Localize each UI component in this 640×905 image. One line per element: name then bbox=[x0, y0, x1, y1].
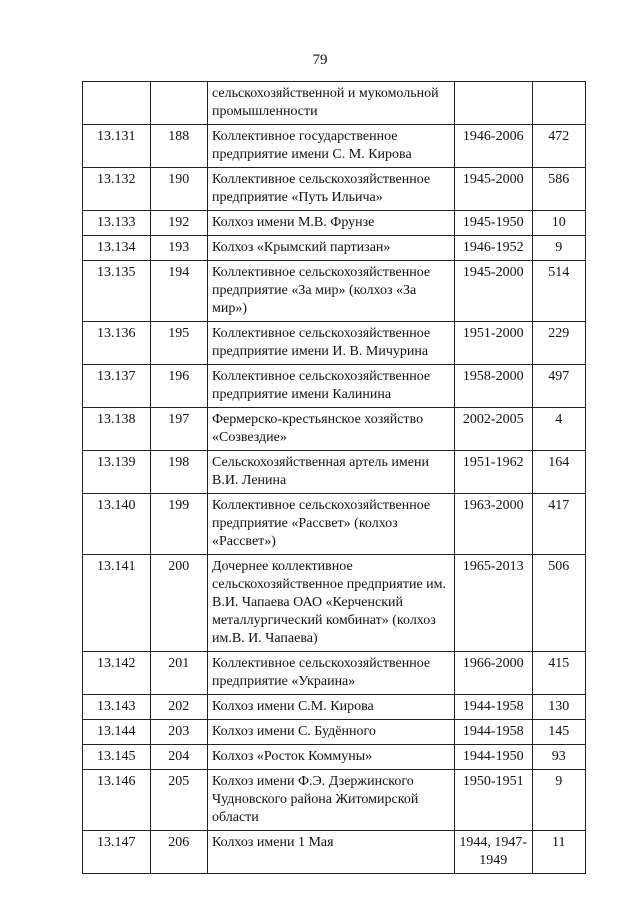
cell-item-count bbox=[532, 125, 585, 168]
table-row bbox=[83, 745, 586, 770]
cell-code-text: 13.141 bbox=[97, 559, 136, 574]
table-row bbox=[83, 652, 586, 695]
cell-code bbox=[83, 125, 151, 168]
cell-code-text: 13.135 bbox=[97, 265, 136, 280]
table-row bbox=[83, 831, 586, 874]
cell-years-text: 2002-2005 bbox=[462, 412, 524, 427]
cell-years-text: 1951-2000 bbox=[462, 326, 524, 341]
cell-fund-name bbox=[207, 494, 454, 555]
cell-item-count-text: 130 bbox=[548, 699, 570, 714]
cell-fund-name-text: Фермерско-крестьянское хозяйство «Созвездие» bbox=[211, 412, 424, 445]
cell-code bbox=[83, 408, 151, 451]
cell-fund-name bbox=[207, 261, 454, 322]
cell-fund-name-text: Коллективное сельскохозяйственное предприятие «Украина» bbox=[211, 656, 431, 689]
cell-fund-number-text: 197 bbox=[168, 412, 190, 427]
cell-fund-name-text: Коллективное государственное предприятие имени С. М. Кирова bbox=[211, 129, 412, 162]
table-row bbox=[83, 720, 586, 745]
cell-item-count-text: 145 bbox=[548, 724, 570, 739]
cell-years-text: 1966-2000 bbox=[462, 656, 524, 671]
cell-fund-name bbox=[207, 82, 454, 125]
cell-years-text: 1951-1962 bbox=[462, 455, 524, 470]
cell-fund-number bbox=[150, 451, 207, 494]
cell-fund-name bbox=[207, 652, 454, 695]
cell-years bbox=[454, 211, 532, 236]
cell-fund-name bbox=[207, 322, 454, 365]
cell-item-count-text: 506 bbox=[548, 559, 570, 574]
cell-fund-number bbox=[150, 408, 207, 451]
cell-fund-number bbox=[150, 720, 207, 745]
cell-years bbox=[454, 555, 532, 652]
cell-fund-name bbox=[207, 745, 454, 770]
cell-fund-number-text: 194 bbox=[168, 265, 190, 280]
cell-years bbox=[454, 770, 532, 831]
cell-code-text: 13.134 bbox=[97, 240, 136, 255]
cell-fund-number bbox=[150, 770, 207, 831]
cell-code-text: 13.133 bbox=[97, 215, 136, 230]
table-body bbox=[83, 82, 586, 874]
cell-code-text: 13.142 bbox=[97, 656, 136, 671]
cell-years-text: 1944-1958 bbox=[462, 699, 524, 714]
cell-fund-number bbox=[150, 652, 207, 695]
cell-years-text: 1945-1950 bbox=[462, 215, 524, 230]
cell-fund-number-text: 195 bbox=[168, 326, 190, 341]
cell-fund-number-text: 196 bbox=[168, 369, 190, 384]
cell-fund-name-text: Коллективное сельскохозяйственное предприятие имени Калинина bbox=[211, 369, 431, 402]
cell-code-text: 13.139 bbox=[97, 455, 136, 470]
cell-years bbox=[454, 365, 532, 408]
table-row bbox=[83, 408, 586, 451]
cell-code bbox=[83, 365, 151, 408]
cell-item-count bbox=[532, 695, 585, 720]
cell-fund-number bbox=[150, 831, 207, 874]
cell-fund-name-text: Коллективное сельскохозяйственное предприятие «Путь Ильича» bbox=[211, 172, 431, 205]
cell-item-count bbox=[532, 236, 585, 261]
cell-item-count-text: 10 bbox=[551, 215, 566, 230]
cell-years bbox=[454, 494, 532, 555]
cell-fund-name-text: сельскохозяйственной и мукомольной промышленности bbox=[211, 86, 439, 119]
cell-fund-number bbox=[150, 168, 207, 211]
table-row bbox=[83, 494, 586, 555]
cell-years bbox=[454, 168, 532, 211]
cell-years bbox=[454, 695, 532, 720]
cell-fund-number bbox=[150, 322, 207, 365]
cell-fund-number bbox=[150, 236, 207, 261]
cell-fund-number-text: 193 bbox=[168, 240, 190, 255]
cell-years bbox=[454, 125, 532, 168]
cell-years-text: 1945-2000 bbox=[462, 172, 524, 187]
cell-fund-name-text: Коллективное сельскохозяйственное предприятие имени И. В. Мичурина bbox=[211, 326, 431, 359]
cell-fund-number bbox=[150, 82, 207, 125]
cell-fund-number-text: 201 bbox=[168, 656, 190, 671]
cell-fund-name-text: Колхоз имени С.М. Кирова bbox=[211, 699, 374, 714]
cell-fund-number-text: 192 bbox=[168, 215, 190, 230]
cell-fund-name-text: Коллективное сельскохозяйственное предприятие «За мир» (колхоз «За мир») bbox=[211, 265, 431, 316]
cell-fund-number-text: 188 bbox=[168, 129, 190, 144]
cell-item-count bbox=[532, 720, 585, 745]
cell-fund-name bbox=[207, 451, 454, 494]
cell-years-text: 1958-2000 bbox=[462, 369, 524, 384]
cell-fund-number-text: 205 bbox=[168, 774, 190, 789]
cell-fund-number-text: 199 bbox=[168, 498, 190, 513]
cell-item-count bbox=[532, 408, 585, 451]
cell-fund-number bbox=[150, 745, 207, 770]
cell-code-text: 13.145 bbox=[97, 749, 136, 764]
cell-fund-name bbox=[207, 125, 454, 168]
cell-code bbox=[83, 745, 151, 770]
cell-item-count-text: 415 bbox=[548, 656, 570, 671]
cell-item-count-text: 11 bbox=[552, 835, 566, 850]
table-row bbox=[83, 82, 586, 125]
cell-fund-name bbox=[207, 408, 454, 451]
cell-code bbox=[83, 451, 151, 494]
cell-years-text: 1946-1952 bbox=[462, 240, 524, 255]
cell-item-count-text: 164 bbox=[548, 455, 570, 470]
cell-item-count bbox=[532, 365, 585, 408]
cell-fund-name bbox=[207, 831, 454, 874]
cell-item-count bbox=[532, 494, 585, 555]
cell-fund-name bbox=[207, 365, 454, 408]
cell-fund-name-text: Коллективное сельскохозяйственное предприятие «Рассвет» (колхоз «Рассвет») bbox=[211, 498, 431, 549]
cell-item-count bbox=[532, 168, 585, 211]
cell-fund-number bbox=[150, 125, 207, 168]
cell-code-text: 13.138 bbox=[97, 412, 136, 427]
cell-fund-name bbox=[207, 720, 454, 745]
cell-fund-number-text: 200 bbox=[168, 559, 190, 574]
cell-years-text: 1944-1950 bbox=[462, 749, 524, 764]
table-row bbox=[83, 770, 586, 831]
table-row bbox=[83, 261, 586, 322]
cell-item-count bbox=[532, 211, 585, 236]
cell-fund-name bbox=[207, 770, 454, 831]
cell-code-text: 13.144 bbox=[97, 724, 136, 739]
cell-fund-number-text: 203 bbox=[168, 724, 190, 739]
cell-code-text: 13.136 bbox=[97, 326, 136, 341]
cell-fund-name-text: Колхоз «Крымский партизан» bbox=[211, 240, 391, 255]
table-row bbox=[83, 211, 586, 236]
cell-years-text: 1950-1951 bbox=[462, 774, 524, 789]
cell-years-text: 1944, 1947-1949 bbox=[459, 835, 528, 868]
cell-years bbox=[454, 236, 532, 261]
cell-fund-name-text: Колхоз имени С. Будённого bbox=[211, 724, 376, 739]
page-number: 79 bbox=[312, 52, 328, 68]
cell-code bbox=[83, 494, 151, 555]
cell-code bbox=[83, 82, 151, 125]
cell-fund-name bbox=[207, 211, 454, 236]
cell-fund-number bbox=[150, 494, 207, 555]
cell-fund-number bbox=[150, 261, 207, 322]
cell-item-count-text: 4 bbox=[555, 412, 563, 427]
cell-years bbox=[454, 322, 532, 365]
cell-fund-number-text: 190 bbox=[168, 172, 190, 187]
cell-fund-name-text: Колхоз «Росток Коммуны» bbox=[211, 749, 373, 764]
cell-code bbox=[83, 831, 151, 874]
cell-years-text: 1965-2013 bbox=[462, 559, 524, 574]
cell-fund-name bbox=[207, 695, 454, 720]
cell-item-count bbox=[532, 652, 585, 695]
cell-code bbox=[83, 695, 151, 720]
cell-item-count bbox=[532, 261, 585, 322]
cell-item-count bbox=[532, 745, 585, 770]
cell-item-count bbox=[532, 451, 585, 494]
archive-funds-table bbox=[82, 81, 586, 874]
cell-fund-name-text: Дочернее коллективное сельскохозяйственное предприятие им. В.И. Чапаева ОАО «Керченский металлургический комбинат» (колхоз им.В. И. Чапаева) bbox=[211, 559, 447, 646]
table-row bbox=[83, 451, 586, 494]
cell-fund-name bbox=[207, 168, 454, 211]
cell-fund-name-text: Колхоз имени Ф.Э. Дзержинского Чудновского района Житомирской области bbox=[211, 774, 419, 825]
cell-code bbox=[83, 168, 151, 211]
cell-item-count-text: 229 bbox=[548, 326, 570, 341]
cell-years bbox=[454, 408, 532, 451]
table-row bbox=[83, 236, 586, 261]
cell-years-text: 1945-2000 bbox=[462, 265, 524, 280]
cell-fund-number-text: 204 bbox=[168, 749, 190, 764]
cell-code-text: 13.143 bbox=[97, 699, 136, 714]
cell-years-text: 1963-2000 bbox=[462, 498, 524, 513]
cell-fund-number-text: 198 bbox=[168, 455, 190, 470]
table-row bbox=[83, 168, 586, 211]
cell-code bbox=[83, 720, 151, 745]
cell-item-count bbox=[532, 831, 585, 874]
cell-years bbox=[454, 652, 532, 695]
cell-fund-name bbox=[207, 555, 454, 652]
cell-fund-number bbox=[150, 211, 207, 236]
cell-item-count bbox=[532, 82, 585, 125]
cell-fund-number-text: 206 bbox=[168, 835, 190, 850]
cell-code bbox=[83, 322, 151, 365]
cell-code bbox=[83, 555, 151, 652]
cell-item-count-text: 9 bbox=[555, 240, 563, 255]
cell-years bbox=[454, 82, 532, 125]
cell-fund-number-text: 202 bbox=[168, 699, 190, 714]
table-row bbox=[83, 555, 586, 652]
cell-item-count bbox=[532, 322, 585, 365]
cell-code-text: 13.132 bbox=[97, 172, 136, 187]
cell-code-text: 13.147 bbox=[97, 835, 136, 850]
cell-years-text: 1946-2006 bbox=[462, 129, 524, 144]
cell-fund-number bbox=[150, 695, 207, 720]
cell-fund-name bbox=[207, 236, 454, 261]
table-row bbox=[83, 365, 586, 408]
cell-code bbox=[83, 261, 151, 322]
cell-code-text: 13.131 bbox=[97, 129, 136, 144]
table-row bbox=[83, 125, 586, 168]
cell-item-count-text: 417 bbox=[548, 498, 570, 513]
cell-fund-number bbox=[150, 555, 207, 652]
cell-code bbox=[83, 770, 151, 831]
cell-code bbox=[83, 211, 151, 236]
cell-years bbox=[454, 720, 532, 745]
cell-code bbox=[83, 652, 151, 695]
cell-item-count-text: 9 bbox=[555, 774, 563, 789]
cell-fund-name-text: Колхоз имени М.В. Фрунзе bbox=[211, 215, 375, 230]
cell-code-text: 13.140 bbox=[97, 498, 136, 513]
cell-years bbox=[454, 451, 532, 494]
cell-item-count-text: 472 bbox=[548, 129, 570, 144]
cell-item-count-text: 497 bbox=[548, 369, 570, 384]
cell-years bbox=[454, 831, 532, 874]
cell-years-text: 1944-1958 bbox=[462, 724, 524, 739]
cell-code-text: 13.137 bbox=[97, 369, 136, 384]
cell-fund-name-text: Сельскохозяйственная артель имени В.И. Ленина bbox=[211, 455, 429, 488]
cell-item-count bbox=[532, 770, 585, 831]
cell-fund-name-text: Колхоз имени 1 Мая bbox=[211, 835, 334, 850]
cell-fund-number bbox=[150, 365, 207, 408]
cell-years bbox=[454, 261, 532, 322]
table-row bbox=[83, 322, 586, 365]
cell-item-count-text: 93 bbox=[551, 749, 566, 764]
cell-code bbox=[83, 236, 151, 261]
cell-years bbox=[454, 745, 532, 770]
cell-item-count-text: 514 bbox=[548, 265, 570, 280]
cell-item-count-text: 586 bbox=[548, 172, 570, 187]
table-row bbox=[83, 695, 586, 720]
cell-code-text: 13.146 bbox=[97, 774, 136, 789]
cell-item-count bbox=[532, 555, 585, 652]
